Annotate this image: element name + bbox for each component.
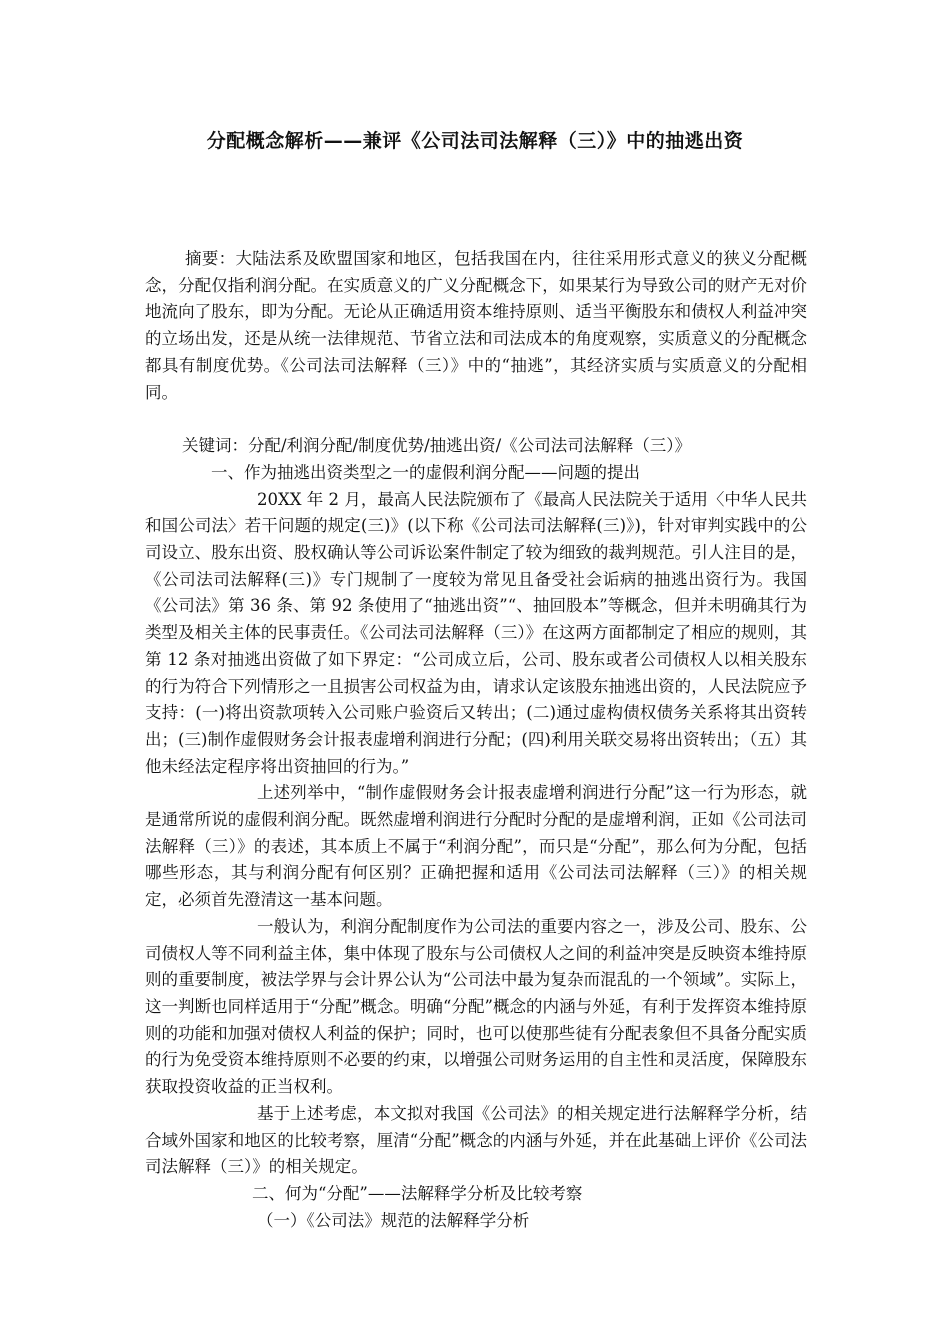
subsection-heading-1: （一）《公司法》规范的法解释学分析 bbox=[257, 1210, 530, 1230]
body-paragraph-3: 一般认为，利润分配制度作为公司法的重要内容之一，涉及公司、股东、公司债权人等不同利益主体，集中体现了股东与公司债权人之间的利益冲突是反映资本维持原则的重要制度，被法学界与会计界公认为“公司法中最为复杂而混乱的一个领域”。实际上，这一判断也同样适用于“分配”概念。明确“分配”概念的内涵与外延，有利于发挥资本维持原则的功能和加强对债权人利益的保护；同时，也可以使那些徒有分配表象但不具备分配实质的行为免受资本维持原则不必要的约束，以增强公司财务运用的自主性和灵活度，保障股东获取投资收益的正当权利。 bbox=[145, 916, 807, 1097]
body-paragraph-2: 上述列举中，“制作虚假财务会计报表虚增利润进行分配”这一行为形态，就是通常所说的虚假利润分配。既然虚增利润进行分配时分配的是虚增利润，正如《公司法司法解释（三）》的表述，其本质上不属于“利润分配”，而只是“分配”，那么何为分配，包括哪些形态，其与利润分配有何区别？正确把握和适用《公司法司法解释（三）》的相关规定，必须首先澄清这一基本问题。 bbox=[145, 783, 807, 910]
document-body bbox=[145, 246, 807, 1234]
section-heading-2: 二、何为“分配”——法解释学分析及比较考察 bbox=[252, 1183, 583, 1203]
document-title: 分配概念解析——兼评《公司法司法解释（三）》中的抽逃出资 bbox=[206, 130, 744, 152]
abstract-paragraph: 摘要：大陆法系及欧盟国家和地区，包括我国在内，往往采用形式意义的狭义分配概念，分配仅指利润分配。在实质意义的广义分配概念下，如果某行为导致公司的财产无对价地流向了股东，即为分配。无论从正确适用资本维持原则、适当平衡股东和债权人利益冲突的立场出发，还是从统一法律规范、节省立法和司法成本的角度观察，实质意义的分配概念都具有制度优势。《公司法司法解释（三）》中的“抽逃”，其经济实质与实质意义的分配相同。 bbox=[145, 249, 807, 402]
body-paragraph-1: 20XX 年 2 月，最高人民法院颁布了《最高人民法院关于适用〈中华人民共和国公司法〉若干问题的规定(三)》(以下称《公司法司法解释(三)》)，针对审判实践中的公司设立、股东出资、股权确认等公司诉讼案件制定了较为细致的裁判规范。引人注目的是，《公司法司法解释(三)》专门规制了一度较为常见且备受社会诟病的抽逃出资行为。我国《公司法》第 36 条、第 92 条使用了“抽逃出资”“、抽回股本”等概念，但并未明确其行为类型及相关主体的民事责任。《公司法司法解释（三）》在这两方面都制定了相应的规则，其第 12 条对抽逃出资做了如下界定：“公司成立后，公司、股东或者公司债权人以相关股东的行为符合下列情形之一且损害公司权益为由，请求认定该股东抽逃出资的，人民法院应予支持：(一)将出资款项转入公司账户验资后又转出；(二)通过虚构债权债务关系将其出资转出；(三)制作虚假财务会计报表虚增利润进行分配；(四)利用关联交易将出资转出；（五）其他未经法定程序将出资抽回的行为。” bbox=[145, 489, 807, 776]
body-paragraph-4: 基于上述考虑，本文拟对我国《公司法》的相关规定进行法解释学分析，结合域外国家和地区的比较考察，厘清“分配”概念的内涵与外延，并在此基础上评价《公司法司法解释（三）》的相关规定。 bbox=[145, 1103, 807, 1177]
keywords-line: 关键词：分配/利润分配/制度优势/抽逃出资/《公司法司法解释（三）》 bbox=[182, 436, 691, 456]
section-heading-1: 一、作为抽逃出资类型之一的虚假利润分配——问题的提出 bbox=[211, 462, 640, 482]
